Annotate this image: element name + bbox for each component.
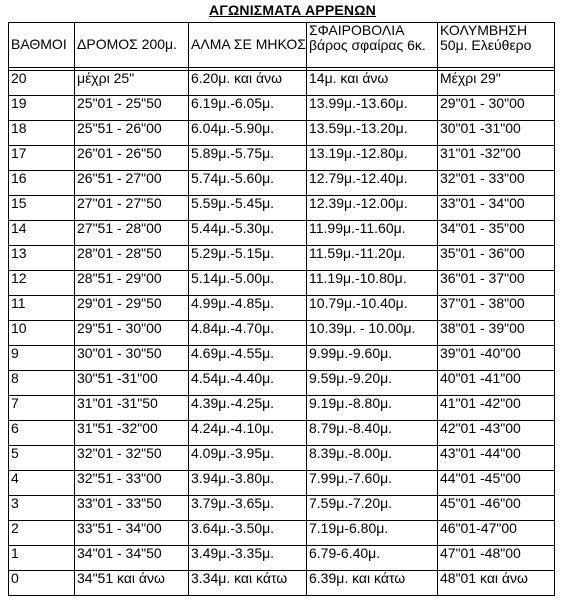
shot-put-cell: 13.99μ.-13.60μ. <box>307 96 438 121</box>
header-sublabel-freestyle: 50μ. Ελεύθερο <box>440 37 532 53</box>
run-200m-cell: 32"51 - 33"00 <box>75 471 189 496</box>
points-cell: 7 <box>9 396 75 421</box>
long-jump-cell: 5.74μ.-5.60μ. <box>189 171 307 196</box>
swimming-cell: 43"01 -44"00 <box>438 446 555 471</box>
header-label-swimming: ΚΟΛΥΜΒΗΣΗ <box>440 22 528 38</box>
header-cell-swimming <box>438 23 555 68</box>
points-cell: 6 <box>9 421 75 446</box>
points-cell: 20 <box>9 71 75 96</box>
points-cell: 9 <box>9 346 75 371</box>
shot-put-cell: 6.79-6.40μ. <box>307 546 438 571</box>
long-jump-cell: 5.44μ.-5.30μ. <box>189 221 307 246</box>
points-cell: 2 <box>9 521 75 546</box>
run-200m-cell: μέχρι 25" <box>75 71 189 96</box>
long-jump-cell: 5.89μ.-5.75μ. <box>189 146 307 171</box>
points-cell: 1 <box>9 546 75 571</box>
swimming-cell: Μέχρι 29" <box>438 71 555 96</box>
shot-put-cell: 8.39μ.-8.00μ. <box>307 446 438 471</box>
swimming-cell: 34"01 - 35"00 <box>438 221 555 246</box>
table-row <box>9 346 555 371</box>
points-cell: 4 <box>9 471 75 496</box>
run-200m-cell: 25"01 - 25"50 <box>75 96 189 121</box>
shot-put-cell: 7.19μ-6.80μ. <box>307 521 438 546</box>
header-label-shot-put: ΣΦΑΙΡΟΒΟΛΙΑ <box>309 22 405 38</box>
run-200m-cell: 27"01 - 27"50 <box>75 196 189 221</box>
run-200m-cell: 34"01 - 34"50 <box>75 546 189 571</box>
shot-put-cell: 6.39μ. και κάτω <box>307 571 438 596</box>
shot-put-cell: 9.59μ.-9.20μ. <box>307 371 438 396</box>
run-200m-cell: 30"01 - 30"50 <box>75 346 189 371</box>
long-jump-cell: 6.20μ. και άνω <box>189 71 307 96</box>
swimming-cell: 39"01 -40"00 <box>438 346 555 371</box>
table-row <box>9 221 555 246</box>
run-200m-cell: 27"51 - 28"00 <box>75 221 189 246</box>
run-200m-cell: 33"51 - 34"00 <box>75 521 189 546</box>
run-200m-cell: 28"51 - 29"00 <box>75 271 189 296</box>
long-jump-cell: 4.09μ.-3.95μ. <box>189 446 307 471</box>
shot-put-cell: 10.39μ. - 10.00μ. <box>307 321 438 346</box>
swimming-cell: 37"01 - 38"00 <box>438 296 555 321</box>
run-200m-cell: 32"01 - 32"50 <box>75 446 189 471</box>
points-cell: 15 <box>9 196 75 221</box>
run-200m-cell: 26"51 - 27"00 <box>75 171 189 196</box>
long-jump-cell: 3.64μ.-3.50μ. <box>189 521 307 546</box>
header-cell-200m-run: ΔΡΟΜΟΣ 200μ. <box>75 23 189 68</box>
table-row <box>9 371 555 396</box>
scoring-table-body <box>9 23 555 596</box>
shot-put-cell: 11.99μ.-11.60μ. <box>307 221 438 246</box>
run-200m-cell: 28"01 - 28"50 <box>75 246 189 271</box>
long-jump-cell: 5.29μ.-5.15μ. <box>189 246 307 271</box>
points-cell: 3 <box>9 496 75 521</box>
table-row <box>9 546 555 571</box>
shot-put-cell: 7.99μ.-7.60μ. <box>307 471 438 496</box>
swimming-cell: 40"01 -41"00 <box>438 371 555 396</box>
header-cell-points: ΒΑΘΜΟΙ <box>9 23 75 68</box>
long-jump-cell: 6.19μ.-6.05μ. <box>189 96 307 121</box>
header-sublabel-shot-weight: βάρος σφαίρας 6κ. <box>309 37 426 53</box>
long-jump-cell: 3.49μ.-3.35μ. <box>189 546 307 571</box>
run-200m-cell: 33"01 - 33"50 <box>75 496 189 521</box>
points-cell: 11 <box>9 296 75 321</box>
table-row <box>9 446 555 471</box>
long-jump-cell: 3.79μ.-3.65μ. <box>189 496 307 521</box>
run-200m-cell: 34"51 και άνω <box>75 571 189 596</box>
points-cell: 12 <box>9 271 75 296</box>
table-row <box>9 146 555 171</box>
table-row <box>9 171 555 196</box>
shot-put-cell: 12.79μ.-12.40μ. <box>307 171 438 196</box>
table-row <box>9 321 555 346</box>
long-jump-cell: 6.04μ.-5.90μ. <box>189 121 307 146</box>
shot-put-cell: 7.59μ.-7.20μ. <box>307 496 438 521</box>
header-cell-long-jump: ΑΛΜΑ ΣΕ ΜΗΚΟΣ <box>189 23 307 68</box>
header-row <box>9 23 555 68</box>
table-row <box>9 296 555 321</box>
scoring-table <box>8 22 555 596</box>
swimming-cell: 35"01 - 36"00 <box>438 246 555 271</box>
long-jump-cell: 4.84μ.-4.70μ. <box>189 321 307 346</box>
run-200m-cell: 31"51 -32"00 <box>75 421 189 446</box>
points-cell: 10 <box>9 321 75 346</box>
run-200m-cell: 25"51 - 26"00 <box>75 121 189 146</box>
swimming-cell: 32"01 - 33"00 <box>438 171 555 196</box>
swimming-cell: 45"01 -46"00 <box>438 496 555 521</box>
long-jump-cell: 5.14μ.-5.00μ. <box>189 271 307 296</box>
shot-put-cell: 9.99μ.-9.60μ. <box>307 346 438 371</box>
points-cell: 5 <box>9 446 75 471</box>
table-row <box>9 71 555 96</box>
header-cell-shot-put <box>307 23 438 68</box>
table-row <box>9 396 555 421</box>
swimming-cell: 48"01 και άνω <box>438 571 555 596</box>
shot-put-cell: 13.59μ.-13.20μ. <box>307 121 438 146</box>
shot-put-cell: 9.19μ.-8.80μ. <box>307 396 438 421</box>
shot-put-cell: 8.79μ.-8.40μ. <box>307 421 438 446</box>
long-jump-cell: 4.69μ.-4.55μ. <box>189 346 307 371</box>
long-jump-cell: 4.39μ.-4.25μ. <box>189 396 307 421</box>
shot-put-cell: 14μ. και άνω <box>307 71 438 96</box>
table-row <box>9 196 555 221</box>
long-jump-cell: 3.34μ. και κάτω <box>189 571 307 596</box>
table-row <box>9 571 555 596</box>
points-cell: 16 <box>9 171 75 196</box>
table-row <box>9 471 555 496</box>
run-200m-cell: 26"01 - 26"50 <box>75 146 189 171</box>
table-row <box>9 96 555 121</box>
table-row <box>9 271 555 296</box>
table-row <box>9 121 555 146</box>
points-cell: 13 <box>9 246 75 271</box>
points-cell: 19 <box>9 96 75 121</box>
run-200m-cell: 31"01 -31"50 <box>75 396 189 421</box>
long-jump-cell: 3.94μ.-3.80μ. <box>189 471 307 496</box>
table-row <box>9 421 555 446</box>
long-jump-cell: 5.59μ.-5.45μ. <box>189 196 307 221</box>
swimming-cell: 47"01 -48"00 <box>438 546 555 571</box>
long-jump-cell: 4.99μ.-4.85μ. <box>189 296 307 321</box>
swimming-cell: 36"01 - 37"00 <box>438 271 555 296</box>
swimming-cell: 29"01 - 30"00 <box>438 96 555 121</box>
swimming-cell: 42"01 -43"00 <box>438 421 555 446</box>
long-jump-cell: 4.54μ.-4.40μ. <box>189 371 307 396</box>
swimming-cell: 30"01 -31"00 <box>438 121 555 146</box>
points-cell: 0 <box>9 571 75 596</box>
run-200m-cell: 30"51 -31"00 <box>75 371 189 396</box>
table-row <box>9 246 555 271</box>
table-row <box>9 521 555 546</box>
long-jump-cell: 4.24μ.-4.10μ. <box>189 421 307 446</box>
shot-put-cell: 12.39μ.-12.00μ. <box>307 196 438 221</box>
swimming-cell: 33"01 - 34"00 <box>438 196 555 221</box>
points-cell: 14 <box>9 221 75 246</box>
run-200m-cell: 29"01 - 29"50 <box>75 296 189 321</box>
points-cell: 18 <box>9 121 75 146</box>
shot-put-cell: 13.19μ.-12.80μ. <box>307 146 438 171</box>
shot-put-cell: 11.59μ.-11.20μ. <box>307 246 438 271</box>
swimming-cell: 46"01-47"00 <box>438 521 555 546</box>
page-title: ΑΓΩΝΙΣΜΑΤΑ ΑΡΡΕΝΩΝ <box>209 2 376 18</box>
run-200m-cell: 29"51 - 30"00 <box>75 321 189 346</box>
swimming-cell: 41"01 -42"00 <box>438 396 555 421</box>
swimming-cell: 44"01 -45"00 <box>438 471 555 496</box>
swimming-cell: 38"01 - 39"00 <box>438 321 555 346</box>
shot-put-cell: 11.19μ.-10.80μ. <box>307 271 438 296</box>
shot-put-cell: 10.79μ.-10.40μ. <box>307 296 438 321</box>
swimming-cell: 31"01 -32"00 <box>438 146 555 171</box>
table-row <box>9 496 555 521</box>
points-cell: 8 <box>9 371 75 396</box>
points-cell: 17 <box>9 146 75 171</box>
